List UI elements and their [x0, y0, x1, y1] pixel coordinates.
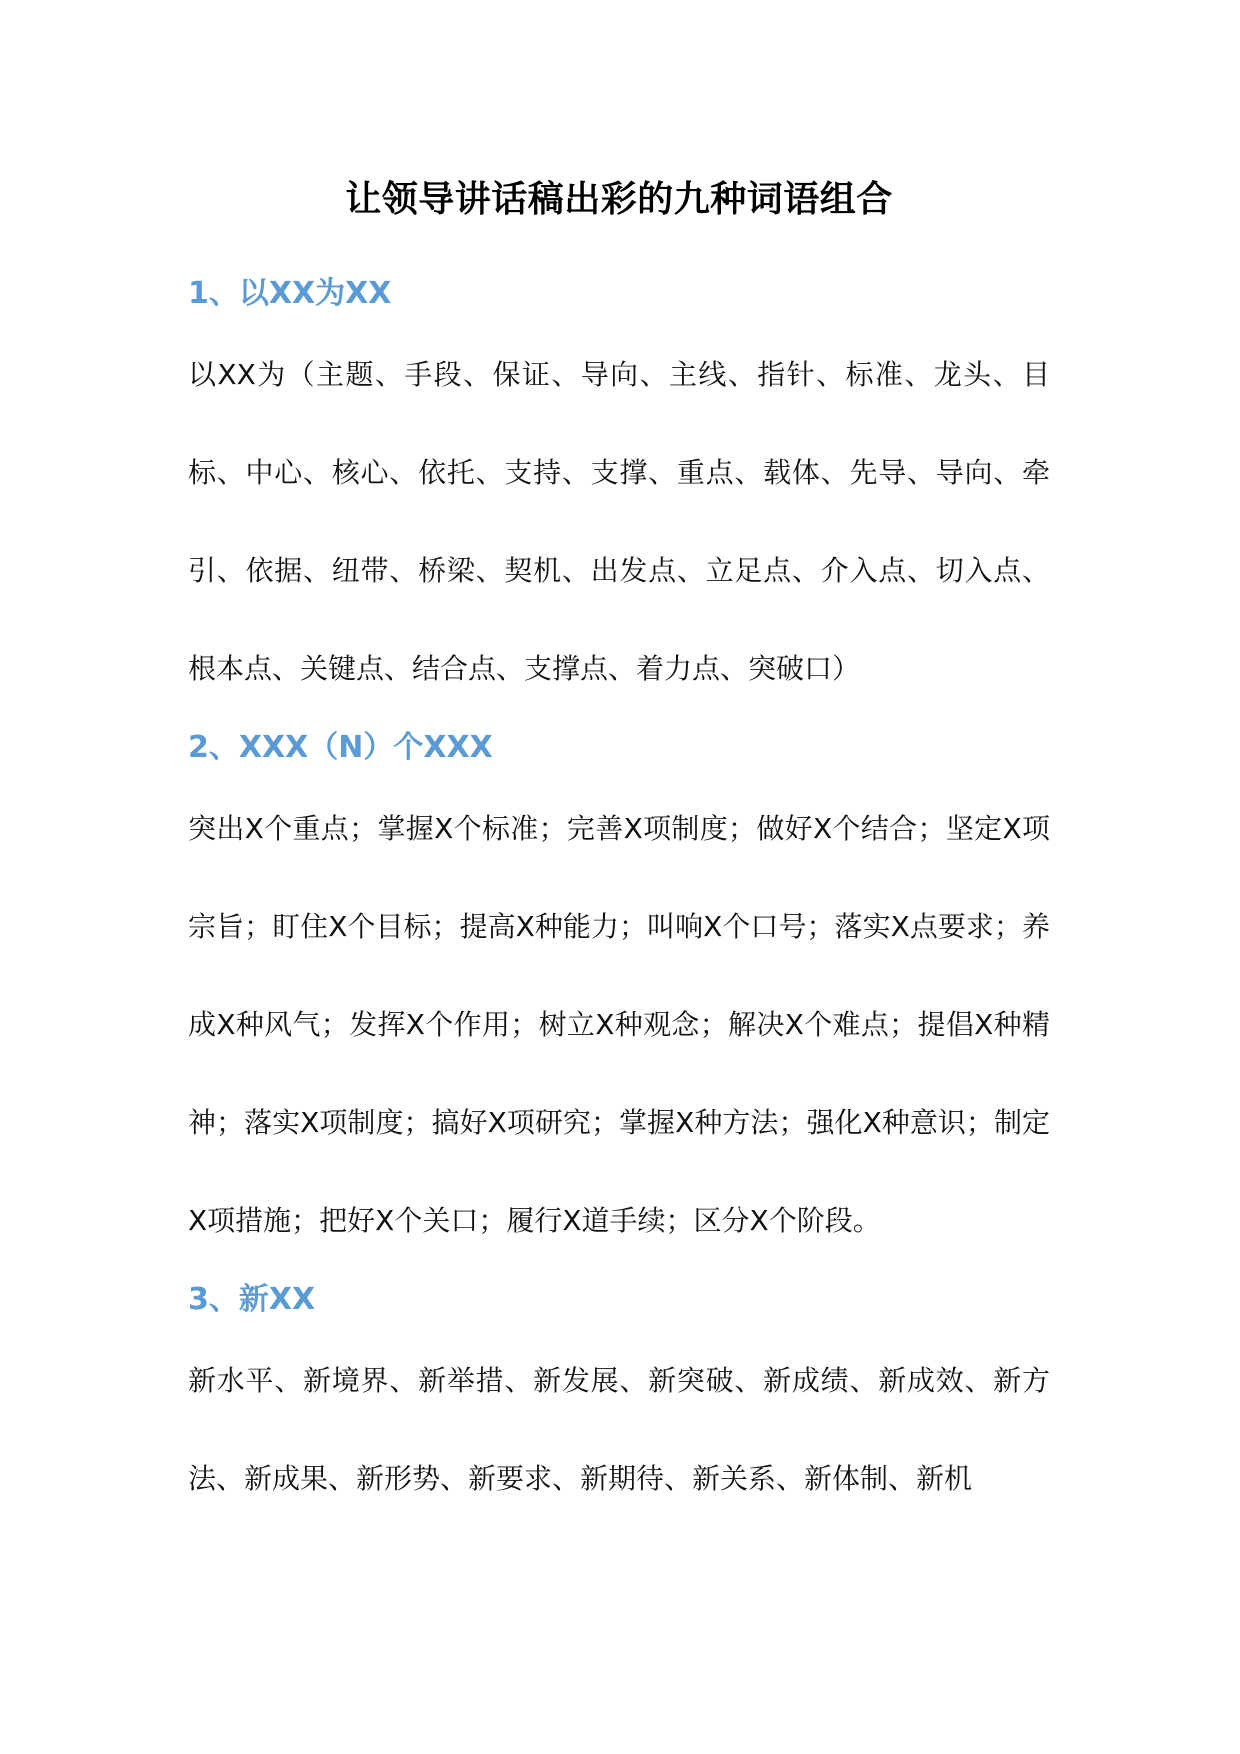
section-2-body: 突出X个重点；掌握X个标准；完善X项制度；做好X个结合；坚定X项宗旨；盯住X个目标；提高X种能力；叫响X个口号；落实X点要求；养成X种风气；发挥X个作用；树立X种观念；解决X个难点；提倡X种精神；落实X项制度；搞好X项研究；掌握X种方法；强化X种意识；制定X项措施；把好X个关口；履行X道手续；区分X个阶段。	[188, 812, 1050, 1237]
section-3-heading: 3、新XX	[188, 1282, 316, 1317]
document-title: 让领导讲话稿出彩的九种词语组合	[345, 179, 893, 220]
section-2-heading: 2、XXX（N）个XXX	[188, 730, 493, 765]
section-1-body: 以XX为（主题、手段、保证、导向、主线、指针、标准、龙头、目标、中心、核心、依托、支持、支撑、重点、载体、先导、导向、牵引、依据、纽带、桥梁、契机、出发点、立足点、介入点、切入点、根本点、关键点、结合点、支撑点、着力点、突破口）	[188, 358, 1050, 685]
section-3-body: 新水平、新境界、新举措、新发展、新突破、新成绩、新成效、新方法、新成果、新形势、新要求、新期待、新关系、新体制、新机	[188, 1364, 1050, 1495]
section-1-heading: 1、以XX为XX	[188, 276, 392, 311]
